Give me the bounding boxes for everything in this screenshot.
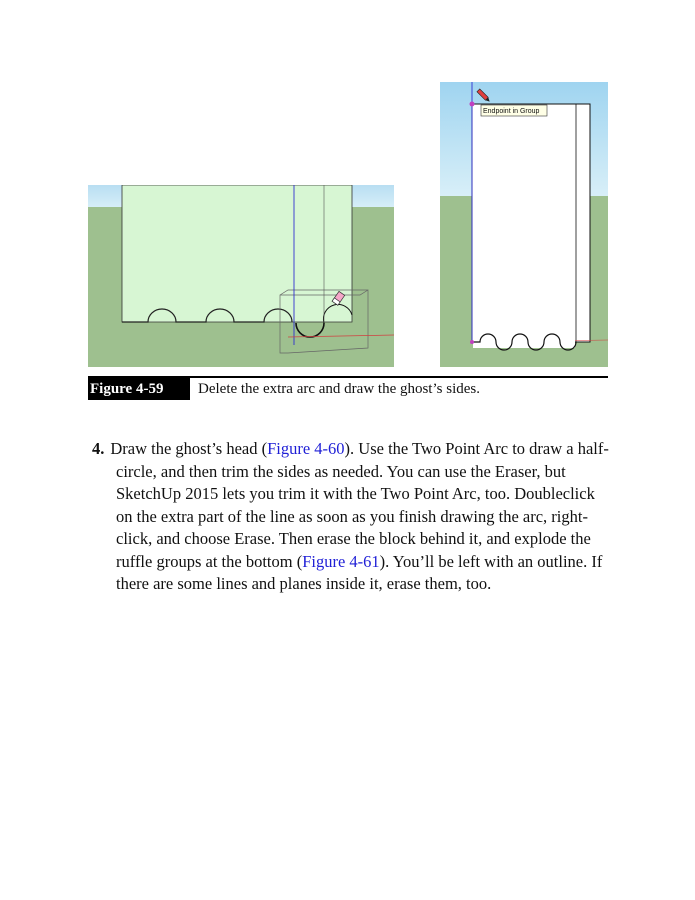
- caption-text: Delete the extra arc and draw the ghost’s sides.: [198, 381, 480, 397]
- step-text-1: Draw the ghost’s head (: [110, 439, 268, 458]
- figure-caption: [88, 376, 608, 402]
- step-text-2: ). Use the Two Point Arc to draw a half-circle, and then trim the sides as needed. You can use the Eraser, but SketchUp 2015 lets you trim it with the Two Point Arc, too. Doubleclick on the extra part of the line as soon as you finish drawing the arc, right-click, and choose Erase. Then erase the block behind it, and explode the ruffle groups at the bottom (: [116, 439, 609, 571]
- figure-4-59-left-screenshot: [88, 185, 394, 367]
- step-4-paragraph: [92, 438, 612, 596]
- step-number: 4.: [92, 439, 105, 458]
- endpoint-marker: [470, 102, 475, 107]
- ghost-side-face: [472, 104, 590, 342]
- figure-ref-4-60[interactable]: Figure 4-60: [267, 439, 345, 458]
- step-4: [92, 438, 612, 596]
- figure-ref-4-61[interactable]: Figure 4-61: [302, 551, 380, 571]
- tooltip-text: Endpoint in Group: [483, 108, 540, 115]
- figure-4-59-right-screenshot: [440, 82, 608, 367]
- step-text-3: ). You’ll be left with an outline. If there are some lines and planes inside it, erase them, too.: [116, 551, 603, 593]
- ghost-body-face: [122, 185, 352, 322]
- endpoint-marker-bottom: [470, 340, 474, 344]
- caption-label: Figure 4-59: [88, 378, 190, 400]
- endpoint-tooltip: [481, 105, 547, 116]
